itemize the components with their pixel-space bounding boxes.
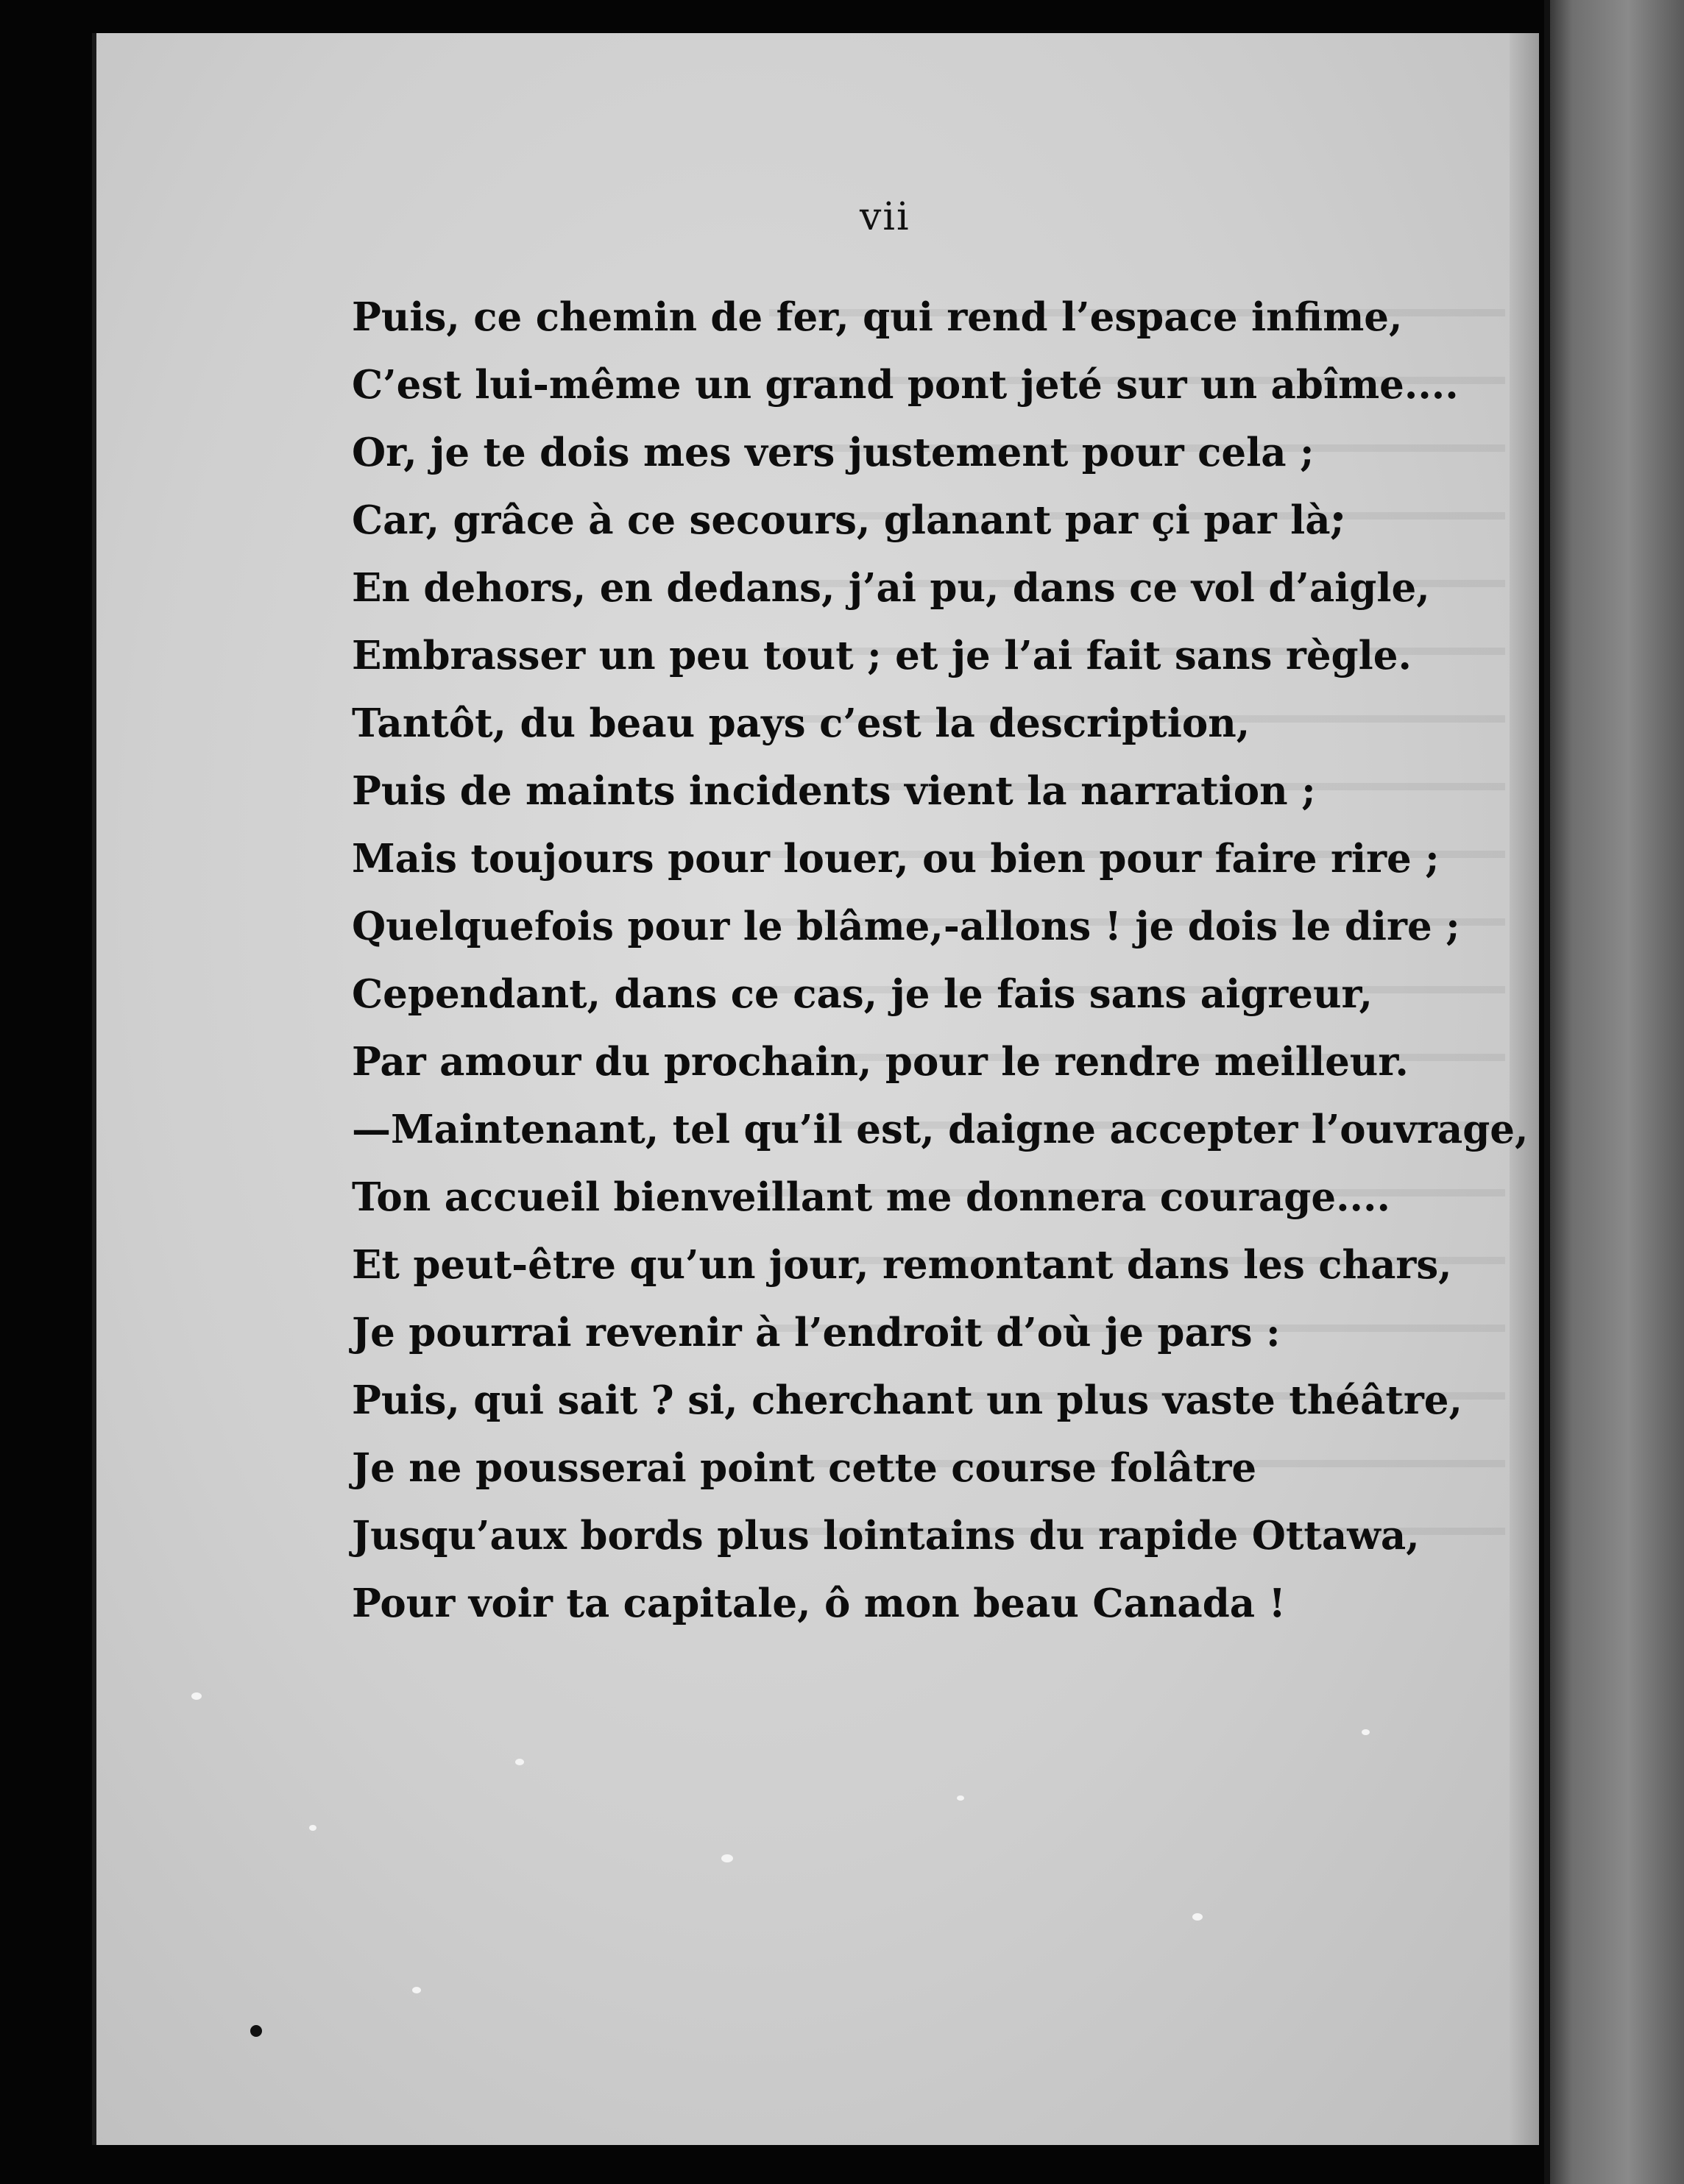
scan-speck [412,1987,421,1993]
scan-speck [515,1759,524,1765]
poem-line: Tantôt, du beau pays c’est la description, [352,701,1250,746]
poem-line: C’est lui-même un grand pont jeté sur un abîme.... [352,362,1459,408]
poem-line: Puis, ce chemin de fer, qui rend l’espace infime, [352,294,1403,340]
poem-line: Car, grâce à ce secours, glanant par çi par là, [352,497,1345,543]
poem-line: Ton accueil bienveillant me donnera courage.... [352,1174,1390,1220]
poem-line: Or, je te dois mes vers justement pour cela ; [352,430,1315,475]
scan-speck [1192,1913,1203,1921]
poem-line: Je ne pousserai point cette course folâtre [352,1445,1257,1491]
poem-line: Je pourrai revenir à l’endroit d’où je pars : [352,1310,1281,1355]
scan-speck [721,1854,733,1862]
poem-text [352,283,1528,1637]
poem-line: En dehors, en dedans, j’ai pu, dans ce vol d’aigle, [352,565,1430,611]
scan-speck [309,1825,316,1831]
adjacent-page-strip [1544,0,1684,2184]
poem-line: Par amour du prochain, pour le rendre meilleur. [352,1039,1409,1085]
poem-line: Cependant, dans ce cas, je le fais sans aigreur, [352,971,1373,1017]
binding-line [1544,0,1550,2184]
poem-line: —Maintenant, tel qu’il est, daigne accepter l’ouvrage, [352,1107,1529,1152]
ink-dot [250,2025,262,2037]
scan-speck [957,1795,964,1801]
poem-line: Pour voir ta capitale, ô mon beau Canada ! [352,1581,1286,1626]
poem-line: Puis, qui sait ? si, cherchant un plus vaste théâtre, [352,1378,1462,1423]
page-number: vii [860,195,910,239]
poem-line: Et peut-être qu’un jour, remontant dans les chars, [352,1242,1452,1288]
poem-line: Embrasser un peu tout ; et je l’ai fait sans règle. [352,633,1412,678]
poem-line: Mais toujours pour louer, ou bien pour faire rire ; [352,836,1440,882]
poem-line: Quelquefois pour le blâme,-allons ! je dois le dire ; [352,904,1460,949]
poem-line: Jusqu’aux bords plus lointains du rapide Ottawa, [352,1513,1420,1559]
scan-speck [1362,1729,1370,1735]
poem-line: Puis de maints incidents vient la narration ; [352,768,1316,814]
scan-speck [191,1692,202,1700]
